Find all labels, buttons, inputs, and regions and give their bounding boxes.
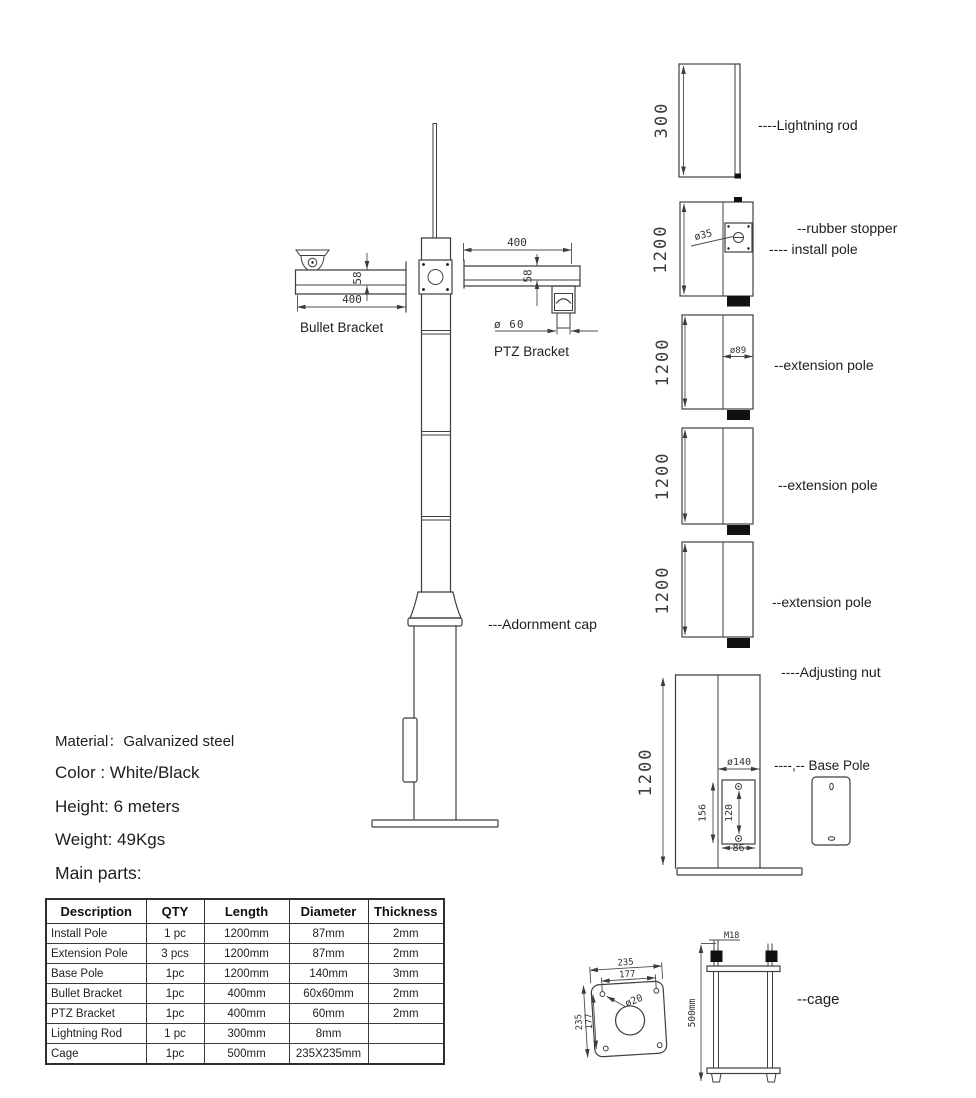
door-cover-plate-drawing (812, 777, 850, 845)
cell: 8mm (289, 1024, 368, 1044)
cell: 400mm (204, 984, 289, 1004)
door-height-dim: 156 (697, 803, 709, 823)
cell: Install Pole (46, 924, 146, 944)
cell: 140mm (289, 964, 368, 984)
door-width-dim: 86 (732, 843, 745, 854)
extension-pole-dia-dim: ø89 (729, 346, 747, 356)
extension-pole-length-dim: 1200 (653, 565, 673, 615)
extension-pole-drawing-1 (653, 315, 753, 420)
base-pole-label: ----,-- Base Pole (774, 758, 871, 773)
install-pole-drawing (651, 197, 753, 307)
cell: 2mm (368, 944, 444, 964)
ptz-length-dim: 400 (507, 236, 527, 249)
lightning-rod-label: ----Lightning rod (758, 117, 858, 133)
table-row (46, 1004, 444, 1024)
cell: 500mm (204, 1044, 289, 1065)
base-plate (372, 820, 498, 827)
anchor-nut (766, 951, 778, 963)
bullet-bracket-label: Bullet Bracket (300, 320, 384, 335)
cell: 87mm (289, 944, 368, 964)
cell: Cage (46, 1044, 146, 1065)
rubber-stopper (727, 525, 750, 535)
cage-anchor-bolt-dim: M18 (724, 931, 740, 941)
cell (368, 1044, 444, 1065)
extension-pole-label: --extension pole (772, 594, 872, 610)
cell: 3 pcs (146, 944, 204, 964)
install-pole-dia-dim: ø35 (693, 228, 714, 244)
cell: Extension Pole (46, 944, 146, 964)
spec-weight: Weight: 49Kgs (55, 830, 166, 849)
door-hole-dim: 120 (724, 803, 735, 823)
cell: 2mm (368, 924, 444, 944)
rubber-stopper (727, 410, 750, 420)
cell: 60mm (289, 1004, 368, 1024)
cell: 1200mm (204, 944, 289, 964)
table-row (46, 924, 444, 944)
extension-pole-drawing-2 (653, 428, 753, 535)
spec-material: Material：Galvanized steel (55, 733, 235, 750)
cell: Base Pole (46, 964, 146, 984)
cage-hole-spacing-dim: 177 (618, 969, 636, 981)
cell: 87mm (289, 924, 368, 944)
table-row (46, 1044, 444, 1065)
cell: 1pc (146, 964, 204, 984)
col-description: Description (46, 899, 146, 924)
extension-pole-label: --extension pole (778, 477, 878, 493)
main-parts-table (45, 898, 445, 1065)
cage-hole-dia-dim: ø20 (623, 992, 645, 1010)
anchor-nut (711, 951, 723, 963)
cell (368, 1024, 444, 1044)
lightning-rod-drawing (652, 64, 741, 179)
bullet-bracket-drawing (296, 250, 407, 312)
cell: 1 pc (146, 924, 204, 944)
cell: 1pc (146, 984, 204, 1004)
cell: 2mm (368, 984, 444, 1004)
cell: 235X235mm (289, 1044, 368, 1065)
cell: 1200mm (204, 964, 289, 984)
table-row (46, 1024, 444, 1044)
main-parts-heading: Main parts: (55, 863, 142, 883)
cell: 1200mm (204, 924, 289, 944)
lightning-rod-length-dim: 300 (652, 101, 672, 139)
base-pole-dia-dim: ø140 (726, 757, 752, 768)
main-base-pole (372, 626, 498, 827)
cell: PTZ Bracket (46, 1004, 146, 1024)
cage-plate-size-dim: 235 (574, 1013, 586, 1031)
ptz-bracket-label: PTZ Bracket (494, 344, 570, 359)
cell: Lightning Rod (46, 1024, 146, 1044)
bullet-height-dim: 58 (351, 271, 364, 285)
col-thickness: Thickness (368, 899, 444, 924)
cell: 60x60mm (289, 984, 368, 1004)
col-diameter: Diameter (289, 899, 368, 924)
pole-lightning-rod (433, 124, 437, 239)
access-door (403, 718, 417, 782)
spec-color: Color : White/Black (55, 763, 200, 782)
adornment-cap (408, 592, 462, 626)
base-pole-drawing (636, 675, 802, 875)
base-pole-length-dim: 1200 (636, 747, 656, 797)
cage-side-view (687, 931, 780, 1082)
cell: 3mm (368, 964, 444, 984)
cell: 300mm (204, 1024, 289, 1044)
cage-label: --cage (797, 991, 840, 1008)
col-length: Length (204, 899, 289, 924)
cell: 2mm (368, 1004, 444, 1024)
cell: 400mm (204, 1004, 289, 1024)
col-qty: QTY (146, 899, 204, 924)
cage-hole-spacing-dim: 177 (584, 1012, 596, 1030)
ptz-height-dim: 58 (521, 269, 535, 283)
cage-plate-size-dim: 235 (617, 957, 635, 969)
main-pole-assembly (296, 124, 599, 828)
cage-top-view (571, 956, 667, 1058)
extension-pole-drawing-3 (653, 542, 753, 648)
cell: 1pc (146, 1004, 204, 1024)
ptz-pole-clamp (552, 286, 575, 328)
base-pole-door (698, 780, 756, 854)
bullet-camera-icon (296, 250, 329, 256)
install-pole-length-dim: 1200 (651, 224, 671, 274)
ptz-bracket-drawing (464, 236, 599, 335)
ptz-pole-dia-dim: ø 60 (494, 318, 525, 331)
rubber-stopper (727, 296, 750, 307)
extension-pole-label: --extension pole (774, 357, 874, 373)
cell: 1 pc (146, 1024, 204, 1044)
table-row (46, 964, 444, 984)
spec-height: Height: 6 meters (55, 797, 180, 816)
rubber-stopper-label: --rubber stopper (797, 220, 898, 236)
adjusting-nut-label: ----Adjusting nut (781, 664, 881, 680)
cell: 1pc (146, 1044, 204, 1065)
install-pole-label: ---- install pole (769, 241, 858, 257)
extension-pole-length-dim: 1200 (653, 451, 673, 501)
bullet-length-dim: 400 (342, 293, 362, 306)
adornment-cap-label: ---Adornment cap (488, 616, 597, 632)
cell: Bullet Bracket (46, 984, 146, 1004)
cage-height-dim: 500mm (687, 998, 698, 1028)
rubber-stopper (727, 638, 750, 648)
base-pole-plate (677, 868, 802, 875)
table-header-row (46, 899, 444, 924)
bracket-mount-plate (419, 260, 452, 294)
table-row (46, 944, 444, 964)
table-row (46, 984, 444, 1004)
extension-pole-length-dim: 1200 (653, 337, 673, 387)
